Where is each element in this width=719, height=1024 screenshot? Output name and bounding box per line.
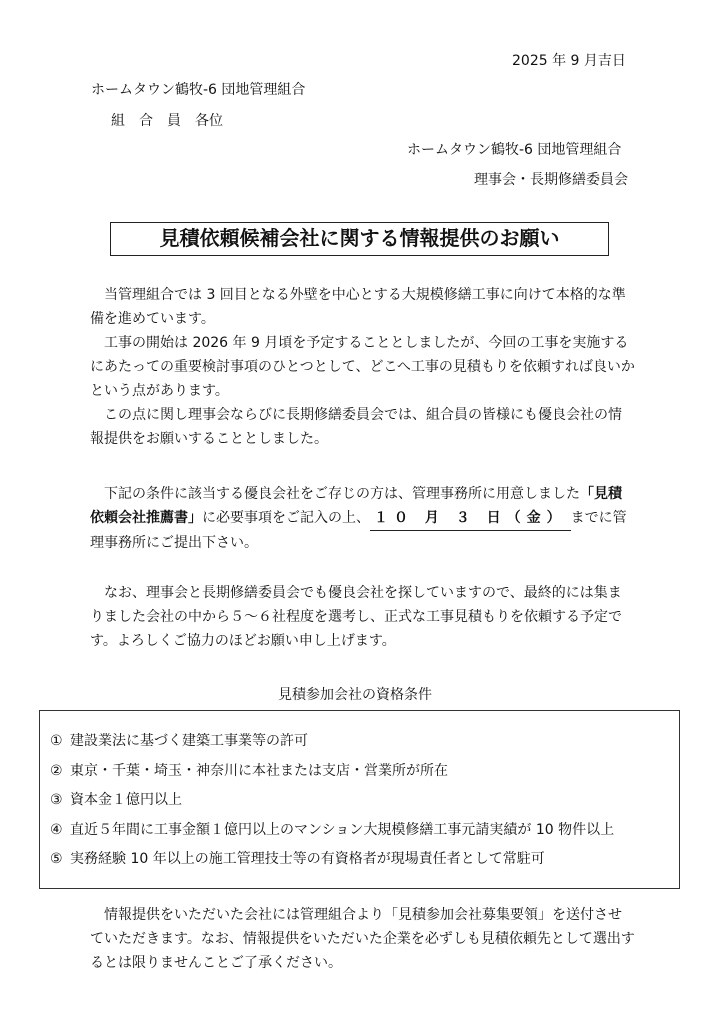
sender-organization: ホームタウン鶴牧-6 団地管理組合	[407, 142, 622, 158]
conditions-box	[39, 710, 680, 889]
sender-committee: 理事会・長期修繕委員会	[474, 172, 628, 188]
condition-number: ⑤	[50, 851, 63, 867]
conditions-heading: 見積参加会社の資格条件	[278, 687, 432, 703]
condition-text: 資本金１億円以上	[70, 792, 182, 808]
intro-paragraph: この点に関し理事会ならびに長期修繕委員会では、組合員の皆様にも優良会社の情報提供をお願いすることとしました。	[90, 407, 622, 447]
intro-section	[90, 283, 635, 451]
recipient-organization: ホームタウン鶴牧-6 団地管理組合	[91, 82, 306, 98]
condition-text: 建設業法に基づく建築工事業等の許可	[70, 733, 308, 749]
condition-text: 直近５年間に工事金額１億円以上のマンション大規模修繕工事元請実績が 10 物件以上	[70, 821, 615, 838]
request-section	[90, 482, 635, 555]
closing-paragraph: 情報提供をいただいた会社には管理組合より「見積参加会社募集要領」を送付させていただきます。なお、情報提供をいただいた企業を必ずしも見積依頼先として選出するとは限りませんことご了承ください。	[90, 907, 635, 971]
request-paragraph	[90, 482, 635, 555]
condition-item	[50, 820, 614, 850]
condition-number: ②	[50, 762, 63, 779]
request-prefix: 下記の条件に該当する優良会社をご存じの方は、管理事務所に用意しました	[104, 486, 580, 502]
intro-paragraph: 当管理組合では 3 回目となる外壁を中心とする大規模修繕工事に向けて本格的な準備を進めています。	[90, 287, 626, 327]
condition-item	[50, 731, 614, 761]
condition-text: 東京・千葉・埼玉・神奈川に本社または支店・営業所が所在	[70, 762, 448, 779]
document-title: 見積依頼候補会社に関する情報提供のお願い	[110, 222, 609, 256]
condition-number: ①	[50, 733, 63, 749]
condition-number: ③	[50, 792, 63, 808]
closing-section	[90, 903, 635, 975]
submission-deadline: １０ 月 ３ 日（金）	[370, 506, 571, 531]
intro-paragraph: 工事の開始は 2026 年 9 月頃を予定することとしましたが、今回の工事を実施するにあたっての重要検討事項のひとつとして、どこへ工事の見積もりを依頼すれば良いかという点があります。	[90, 335, 635, 399]
request-middle: に必要事項をご記入の上、	[202, 510, 370, 526]
condition-item	[50, 790, 614, 820]
note-section	[90, 581, 635, 653]
condition-item	[50, 761, 614, 791]
document-date: 2025 年 9 月吉日	[512, 53, 626, 69]
recommendation-form-name: 「見積依頼会社推薦書」	[90, 486, 622, 526]
condition-text: 実務経験 10 年以上の施工管理技士等の有資格者が現場責任者として常駐可	[70, 851, 545, 867]
condition-number: ④	[50, 821, 63, 838]
recipient-members: 組 合 員 各位	[111, 113, 223, 129]
note-paragraph: なお、理事会と長期修繕委員会でも優良会社を探していますので、最終的には集まりました会社の中から５～６社程度を選考し、正式な工事見積もりを依頼する予定です。よろしくご協力のほどお願い申し上げます。	[90, 585, 622, 649]
condition-item	[50, 849, 614, 879]
request-suffix: までに管理事務所にご提出下さい。	[90, 510, 627, 551]
conditions-list	[50, 731, 614, 879]
